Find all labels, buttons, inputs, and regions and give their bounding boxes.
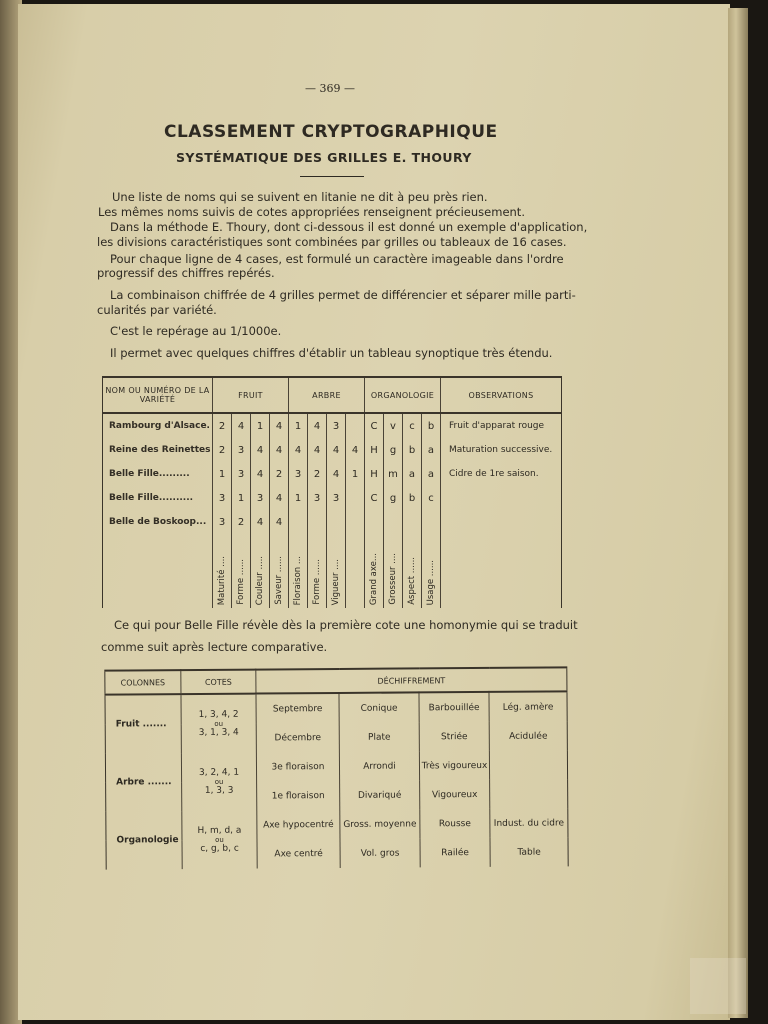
column-label: Grosseur .... — [388, 553, 398, 605]
column-label: Couleur ..... — [255, 555, 265, 605]
code-cell: 2 — [213, 438, 232, 462]
observation: Fruit d'apparat rouge — [441, 413, 562, 438]
column-name: Fruit ....... — [115, 719, 167, 730]
code-cell: 3 — [232, 462, 251, 486]
variety-table — [102, 376, 562, 608]
column-label-cell — [232, 534, 251, 608]
table-row — [105, 750, 567, 782]
page-subtitle: SYSTÉMATIQUE DES GRILLES E. THOURY — [176, 150, 472, 165]
column-labels-row — [103, 534, 562, 608]
code-cell: 4 — [346, 438, 365, 462]
column-label-cell — [327, 534, 346, 608]
page-number: — 369 — — [305, 82, 355, 95]
column-label-cell — [365, 534, 384, 608]
cote-line: H, m, d, a — [197, 825, 242, 836]
decoding-cell: Septembre — [256, 693, 339, 724]
code-cell — [384, 510, 403, 534]
code-cell: C — [365, 486, 384, 510]
column-label-cell — [403, 534, 422, 608]
paragraph-line: progressif des chiffres repérés. — [97, 266, 275, 280]
header-variety: NOM OU NUMÉRO DE LA VARIÉTÉ — [103, 377, 213, 413]
code-cell: b — [422, 413, 441, 438]
column-name: Arbre ....... — [116, 777, 172, 788]
code-cell: 1 — [232, 486, 251, 510]
column-label: Forme ...... — [236, 559, 246, 605]
paragraph-line: cularités par variété. — [97, 303, 217, 317]
variety-name: Belle Fille.......... — [109, 493, 194, 503]
decoding-cell: Axe hypocentré — [257, 810, 340, 840]
code-cell: H — [365, 462, 384, 486]
header-observations: OBSERVATIONS — [441, 377, 562, 413]
code-cell: b — [403, 486, 422, 510]
code-cell: 3 — [232, 438, 251, 462]
decoding-cell: Axe centré — [257, 839, 340, 869]
column-label-cell — [213, 534, 232, 608]
decoding-cell — [489, 750, 567, 780]
code-cell: 1 — [213, 462, 232, 486]
cote-line: 3, 1, 3, 4 — [198, 727, 239, 738]
code-cell: 4 — [327, 438, 346, 462]
watermark-corner — [690, 958, 746, 1014]
table-row — [103, 413, 562, 438]
code-cell — [346, 510, 365, 534]
decoding-cell: Plate — [339, 722, 419, 752]
variety-name: Belle Fille......... — [109, 469, 190, 479]
table-row — [103, 462, 562, 486]
code-cell: 4 — [289, 438, 308, 462]
code-cell — [365, 510, 384, 534]
observation: Maturation successive. — [441, 438, 562, 462]
code-cell: 3 — [327, 413, 346, 438]
cote-line: 1, 3, 3 — [204, 785, 234, 796]
code-cell: 4 — [308, 413, 327, 438]
decoding-cell: Indust. du cidre — [490, 808, 568, 838]
code-cell: b — [403, 438, 422, 462]
cote-line: 1, 3, 4, 2 — [198, 709, 239, 720]
code-cell: a — [422, 438, 441, 462]
cotes-cell — [182, 811, 257, 870]
cotes-cell — [181, 753, 256, 812]
code-cell — [403, 510, 422, 534]
decoding-cell: Vol. gros — [340, 838, 420, 868]
code-cell: 1 — [346, 462, 365, 486]
code-cell: 3 — [213, 486, 232, 510]
code-cell: a — [403, 462, 422, 486]
column-label: Maturité .... — [217, 555, 227, 605]
decoding-cell: Divariqué — [340, 780, 420, 810]
code-cell: 4 — [270, 510, 289, 534]
code-cell: 4 — [251, 462, 270, 486]
column-label: Vigueur .... — [331, 558, 341, 605]
table-row — [103, 486, 562, 510]
column-label-cell — [346, 534, 365, 608]
code-cell: 1 — [251, 413, 270, 438]
header-organologie: ORGANOLOGIE — [365, 377, 441, 413]
observation — [441, 486, 562, 510]
code-cell — [289, 510, 308, 534]
code-cell: c — [403, 413, 422, 438]
table-row — [103, 510, 562, 534]
column-label-cell — [308, 534, 327, 608]
code-cell: 2 — [213, 413, 232, 438]
cotes-cell — [181, 694, 256, 754]
code-cell: 3 — [251, 486, 270, 510]
code-cell: 3 — [308, 486, 327, 510]
code-cell: C — [365, 413, 384, 438]
column-name: Organologie — [116, 835, 179, 846]
code-cell: g — [384, 486, 403, 510]
code-cell — [346, 413, 365, 438]
decoding-cell: 3e floraison — [256, 752, 339, 782]
observation — [441, 510, 562, 534]
column-label-cell — [422, 534, 441, 608]
decoding-cell: Décembre — [256, 723, 339, 753]
paragraph-line: Ce qui pour Belle Fille révèle dès la première cote une homonymie qui se traduit — [114, 618, 578, 632]
header-colonnes: COLONNES — [105, 670, 181, 695]
paragraph-line: Dans la méthode E. Thoury, dont ci-dessous il est donné un exemple d'application, — [110, 220, 588, 234]
column-label: Saveur ...... — [274, 556, 284, 605]
code-cell — [308, 510, 327, 534]
blank-cell — [441, 534, 562, 608]
code-cell: a — [422, 462, 441, 486]
code-cell — [327, 510, 346, 534]
decoding-cell: Table — [490, 837, 568, 867]
code-cell: 4 — [251, 510, 270, 534]
decoding-cell: Railée — [420, 838, 490, 867]
paragraph-line: La combinaison chiffrée de 4 grilles permet de différencier et séparer mille parti- — [110, 288, 576, 302]
table-row — [106, 808, 568, 840]
paragraph-line: Il permet avec quelques chiffres d'établir un tableau synoptique très étendu. — [110, 346, 553, 360]
code-cell: 1 — [289, 413, 308, 438]
decoding-cell: Striée — [419, 722, 489, 751]
column-label: Aspect ...... — [407, 557, 417, 605]
cote-line: ou — [214, 719, 224, 728]
cote-line: 3, 2, 4, 1 — [198, 767, 240, 778]
header-dechiffrement: DÉCHIFFREMENT — [256, 667, 567, 693]
decoding-cell: Rousse — [420, 809, 490, 838]
paragraph-line: comme suit après lecture comparative. — [101, 640, 328, 654]
code-cell: 4 — [308, 438, 327, 462]
cote-line: ou — [214, 777, 224, 786]
code-cell: m — [384, 462, 403, 486]
cote-line: ou — [215, 835, 224, 844]
code-cell: g — [384, 438, 403, 462]
variety-name: Rambourg d'Alsace. — [109, 421, 210, 431]
column-label: Grand axe... — [369, 552, 379, 605]
code-cell: 4 — [251, 438, 270, 462]
code-cell: 2 — [232, 510, 251, 534]
code-cell: 4 — [270, 413, 289, 438]
decoding-cell: Arrondi — [339, 751, 419, 781]
code-cell: v — [384, 413, 403, 438]
blank-cell — [103, 534, 213, 608]
observation: Cidre de 1re saison. — [441, 462, 562, 486]
decoding-cell: Lég. amère — [489, 691, 567, 722]
code-cell: 3 — [289, 462, 308, 486]
header-cotes: COTES — [181, 670, 256, 695]
code-cell: c — [422, 486, 441, 510]
column-label: Usage ...... — [426, 559, 436, 605]
table-row — [105, 691, 567, 724]
decoding-cell: Gross. moyenne — [340, 809, 420, 839]
decoding-cell — [490, 779, 568, 809]
code-cell: 4 — [270, 438, 289, 462]
code-cell: 4 — [270, 486, 289, 510]
variety-name: Belle de Boskoop... — [109, 517, 207, 527]
decoding-table — [104, 666, 568, 869]
paragraph-line: Une liste de noms qui se suivent en litanie ne dit à peu près rien. — [112, 190, 488, 204]
column-label-cell — [384, 534, 403, 608]
column-label-cell — [289, 534, 308, 608]
code-cell: 3 — [327, 486, 346, 510]
title-rule — [300, 176, 364, 177]
code-cell — [346, 486, 365, 510]
paragraph-line: C'est le repérage au 1/1000e. — [110, 324, 282, 338]
decoding-cell: Très vigoureux — [419, 751, 489, 780]
code-cell: 4 — [232, 413, 251, 438]
column-label: Forme ...... — [312, 559, 322, 605]
code-cell: 3 — [213, 510, 232, 534]
header-fruit: FRUIT — [213, 377, 289, 413]
page-title: CLASSEMENT CRYPTOGRAPHIQUE — [164, 122, 498, 142]
paragraph-line: Les mêmes noms suivis de cotes appropriées renseignent précieusement. — [98, 205, 525, 219]
decoding-cell: Conique — [339, 692, 419, 723]
header-arbre: ARBRE — [289, 377, 365, 413]
page-stack-edge — [728, 8, 748, 1018]
paragraph-line: les divisions caractéristiques sont combinées par grilles ou tableaux de 16 cases. — [97, 235, 567, 249]
code-cell: 2 — [308, 462, 327, 486]
column-label-cell — [251, 534, 270, 608]
table-row — [103, 438, 562, 462]
decoding-cell: Barbouillée — [419, 692, 489, 722]
cote-line: c, g, b, c — [200, 843, 239, 854]
decoding-cell: Acidulée — [489, 721, 567, 751]
code-cell — [422, 510, 441, 534]
column-label-cell — [270, 534, 289, 608]
column-label: Floraison ... — [293, 555, 303, 605]
decoding-cell: 1e floraison — [257, 781, 340, 811]
variety-name: Reine des Reinettes — [109, 445, 211, 455]
code-cell: H — [365, 438, 384, 462]
code-cell: 4 — [327, 462, 346, 486]
decoding-cell: Vigoureux — [420, 780, 490, 809]
paragraph-line: Pour chaque ligne de 4 cases, est formulé un caractère imageable dans l'ordre — [110, 252, 564, 266]
code-cell: 1 — [289, 486, 308, 510]
code-cell: 2 — [270, 462, 289, 486]
